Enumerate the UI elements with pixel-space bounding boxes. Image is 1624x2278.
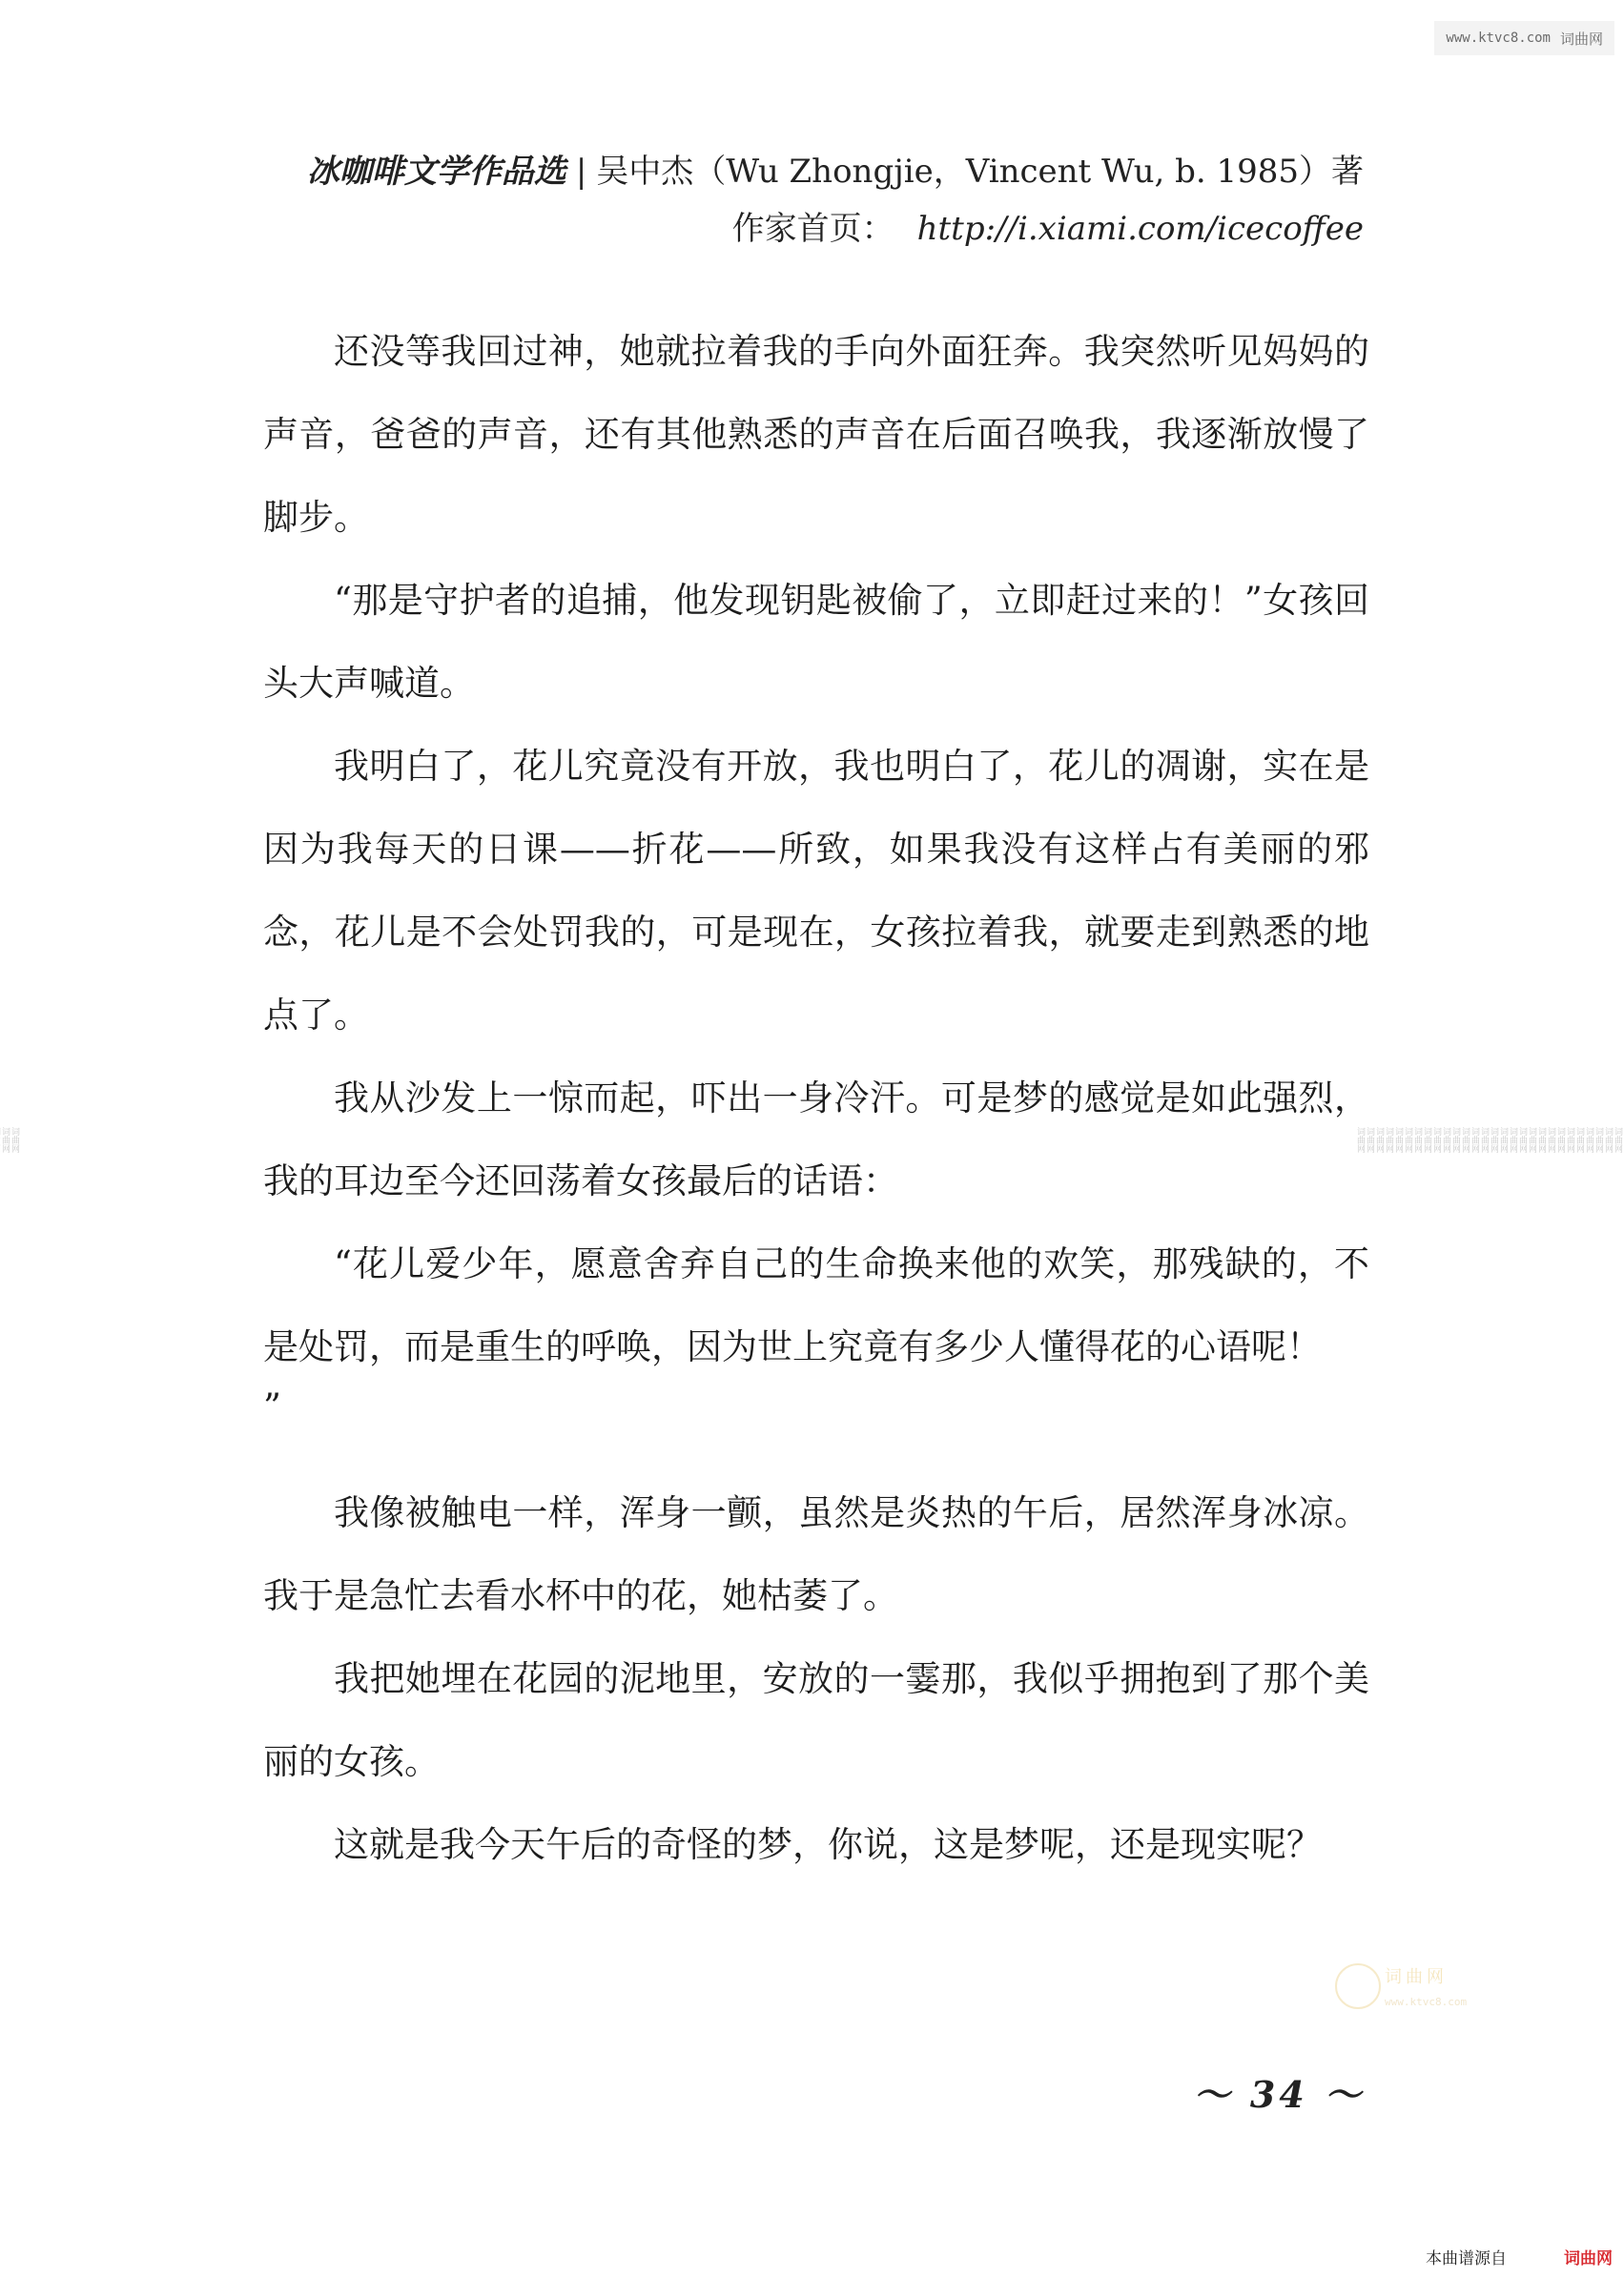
side-watermark-text: 词曲网 [1384,1126,1393,1153]
watermark-name: 词曲网 [1559,31,1603,48]
side-watermark-text: 词曲网 [1613,1126,1622,1153]
paragraph: 这就是我今天午后的奇怪的梦，你说，这是梦呢，还是现实呢？ [334,1824,1322,1865]
watermark-logo-url: www.ktvc8.com [1385,1996,1468,2008]
article-body [263,310,1369,1886]
source-credit [1426,2245,1613,2268]
paragraph: 我把她埋在花园的泥地里，安放的一霎那，我似乎拥抱到了那个美丽的女孩。 [263,1658,1369,1782]
side-watermark-text: 词曲网 [1374,1126,1384,1153]
header-separator: | [575,153,587,191]
side-watermark-text: 词曲网 [1431,1126,1441,1153]
side-watermark-text: 词曲网 [1393,1126,1403,1153]
side-watermark-text: 词曲网 [1546,1126,1555,1153]
side-watermark-text: 词曲网 [10,1126,19,1153]
side-watermark-text: 词曲网 [1498,1126,1508,1153]
paragraph: 还没等我回过神，她就拉着我的手向外面狂奔。我突然听见妈妈的声音，爸爸的声音，还有其他熟悉的声音在后面召唤我，我逐渐放慢了脚步。 [263,331,1369,538]
header-line-2 [267,200,1364,257]
source-credit-name: 词曲网 [1564,2249,1613,2268]
side-watermark-text: 词曲网 [1422,1126,1431,1153]
page-number: ～ 34 ～ [1193,2073,1365,2116]
paragraph: “那是守护者的追捕，他发现钥匙被偷了，立即赶过来的！”女孩回头大声喊道。 [263,580,1369,704]
paragraph: 我像被触电一样，浑身一颤，虽然是炎热的午后，居然浑身冰凉。我于是急忙去看水杯中的花，她枯萎了。 [263,1492,1369,1616]
header-line-1 [267,143,1364,200]
side-watermark-text: 词曲网 [1470,1126,1479,1153]
paragraph-quote-close: ” [263,1386,281,1427]
series-title: 冰咖啡文学作品选 [306,153,566,191]
side-watermark-text: 词曲网 [1355,1126,1365,1153]
side-watermark-text: 词曲网 [1479,1126,1489,1153]
watermark-logo [1335,1960,1516,2026]
side-watermark-text: 词曲网 [1603,1126,1613,1153]
side-watermark-text: 词曲网 [1565,1126,1574,1153]
side-watermark-text: 词曲网 [1517,1126,1527,1153]
paragraph: 我从沙发上一惊而起，吓出一身冷汗。可是梦的感觉是如此强烈，我的耳边至今还回荡着女孩最后的话语： [263,1077,1369,1201]
page-header [267,143,1364,257]
watermark-logo-icon [1335,1963,1381,2009]
home-label: 作家首页： [731,210,894,248]
side-watermark-text: 词曲网 [1527,1126,1536,1153]
side-watermark-text: 词曲网 [1536,1126,1546,1153]
watermark-logo-name: 词曲网 [1385,1967,1448,1987]
source-credit-label: 本曲谱源自 [1426,2249,1507,2268]
side-watermark-text: 词曲网 [1584,1126,1593,1153]
author-credit: 吴中杰（Wu Zhongjie，Vincent Wu, b. 1985）著 [596,153,1364,191]
side-watermark-text: 词曲网 [0,1126,10,1153]
side-watermark-text: 词曲网 [1574,1126,1584,1153]
watermark-domain: www.ktvc8.com [1446,31,1551,46]
side-watermark-text: 词曲网 [1593,1126,1603,1153]
top-watermark [1434,21,1614,55]
side-watermark-text: 词曲网 [1450,1126,1460,1153]
side-watermark-text: 词曲网 [1555,1126,1565,1153]
home-url: http://i.xiami.com/icecoffee [916,210,1364,248]
side-watermark-text: 词曲网 [1365,1126,1374,1153]
side-watermark-text: 词曲网 [1441,1126,1450,1153]
side-watermark-text: 词曲网 [1460,1126,1470,1153]
paragraph: 我明白了，花儿究竟没有开放，我也明白了，花儿的凋谢，实在是因为我每天的日课——折花——所致，如果我没有这样占有美丽的邪念，花儿是不会处罚我的，可是现在，女孩拉着我，就要走到熟悉的地点了。 [263,746,1369,1036]
paragraph: “花儿爱少年，愿意舍弃自己的生命换来他的欢笑，那残缺的，不是处罚，而是重生的呼唤，因为世上究竟有多少人懂得花的心语呢！ [263,1243,1369,1367]
side-watermark-text: 词曲网 [1403,1126,1412,1153]
side-watermark-text: 词曲网 [1489,1126,1498,1153]
side-watermark-text: 词曲网 [1412,1126,1422,1153]
side-watermark-text: 词曲网 [1508,1126,1517,1153]
left-watermark-strip [2,48,19,2231]
